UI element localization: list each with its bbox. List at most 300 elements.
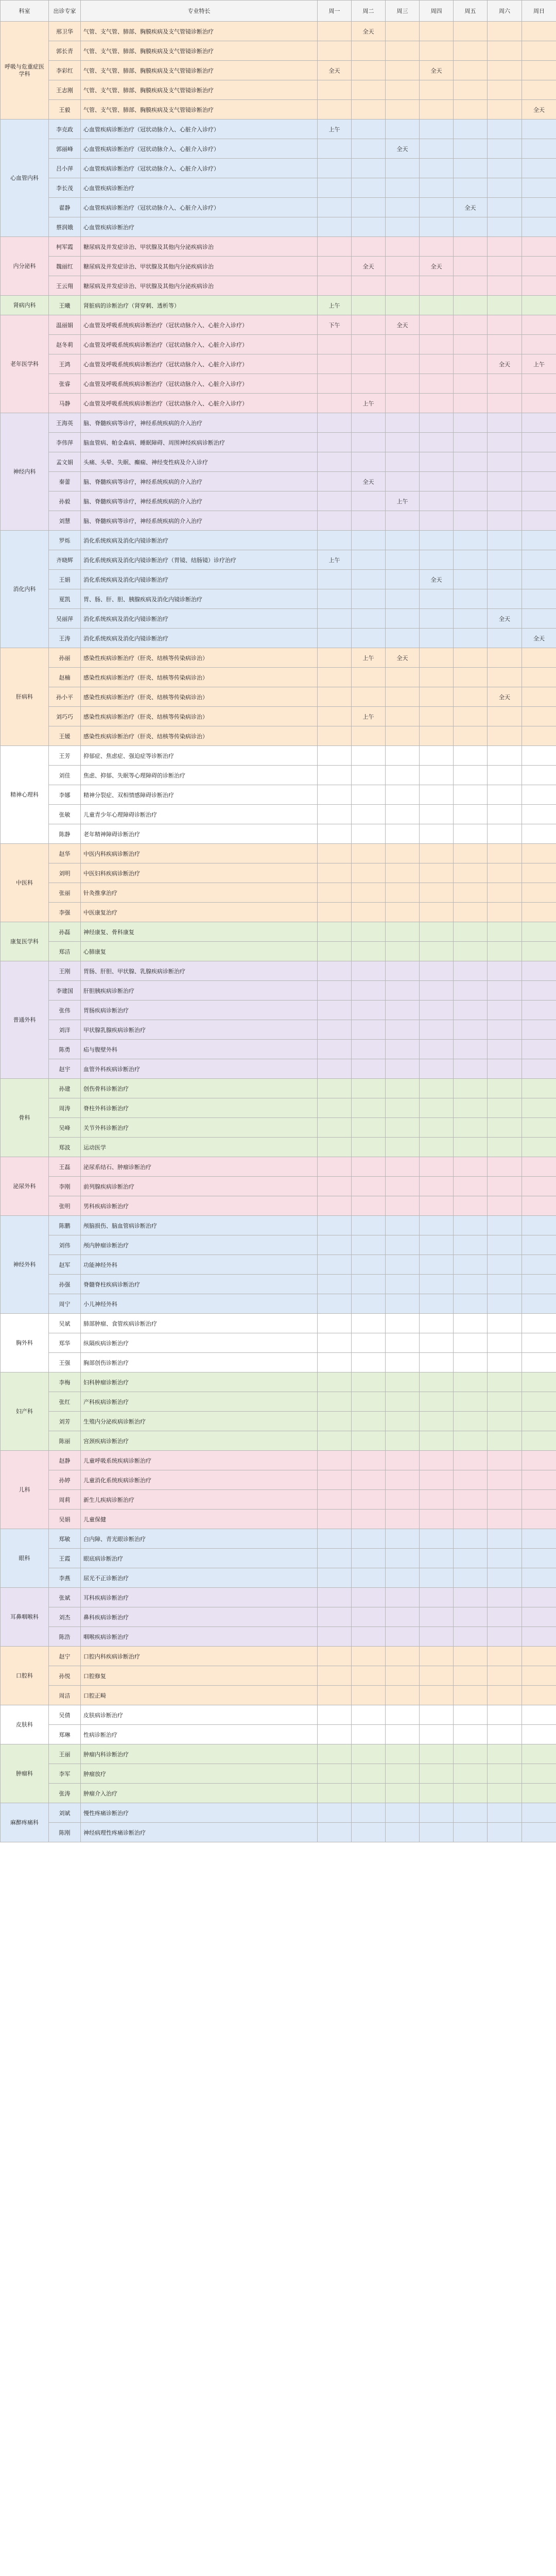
schedule-cell (488, 1490, 522, 1510)
header-thursday: 周四 (420, 1, 454, 22)
schedule-cell (352, 1216, 386, 1235)
specialty-cell: 宫颈疾病诊断治疗 (81, 1431, 318, 1451)
table-row (1, 570, 556, 589)
schedule-cell (522, 903, 556, 922)
schedule-cell (318, 942, 352, 961)
schedule-cell (318, 100, 352, 120)
specialty-cell: 肝胆胰疾病诊断治疗 (81, 981, 318, 1001)
schedule-cell (318, 1627, 352, 1647)
doctor-cell: 李娜 (49, 785, 81, 805)
schedule-cell (454, 707, 488, 726)
schedule-cell (454, 1314, 488, 1333)
schedule-cell (352, 1372, 386, 1392)
schedule-cell (420, 824, 454, 844)
schedule-cell (454, 80, 488, 100)
schedule-cell (488, 1529, 522, 1549)
schedule-cell (386, 1333, 420, 1353)
schedule-cell (420, 1353, 454, 1372)
specialty-cell: 男科疾病诊断治疗 (81, 1196, 318, 1216)
schedule-cell (522, 1627, 556, 1647)
schedule-cell (454, 824, 488, 844)
table-row (1, 1705, 556, 1725)
schedule-cell (488, 1627, 522, 1647)
department-cell: 麻醉疼痛科 (1, 1803, 49, 1842)
schedule-cell: 上午 (318, 550, 352, 570)
specialty-cell: 脑、脊髓疾病等诊疗，神经系统疾病的介入治疗 (81, 511, 318, 531)
specialty-cell: 焦虑、抑郁、失眠等心理障碍的诊断治疗 (81, 766, 318, 785)
schedule-cell (454, 1666, 488, 1686)
schedule-cell (488, 805, 522, 824)
schedule-cell (318, 41, 352, 61)
specialty-cell: 心血管疾病诊断治疗（冠状动脉介入、心脏介入诊疗） (81, 198, 318, 217)
schedule-cell (420, 1020, 454, 1040)
table-row (1, 668, 556, 687)
schedule-cell (352, 276, 386, 296)
schedule-cell (352, 413, 386, 433)
schedule-cell (420, 139, 454, 159)
doctor-cell: 刘斌 (49, 1803, 81, 1823)
table-row (1, 863, 556, 883)
schedule-cell (386, 1157, 420, 1177)
schedule-cell (318, 746, 352, 766)
specialty-cell: 屈光不正诊断治疗 (81, 1568, 318, 1588)
specialty-cell: 儿童呼吸系统疾病诊断治疗 (81, 1451, 318, 1470)
specialty-cell: 产科疾病诊断治疗 (81, 1392, 318, 1412)
doctor-cell: 陈静 (49, 824, 81, 844)
schedule-cell (420, 1040, 454, 1059)
schedule-cell (386, 1177, 420, 1196)
doctor-cell: 李强 (49, 903, 81, 922)
schedule-cell (318, 1020, 352, 1040)
schedule-cell: 全天 (386, 648, 420, 668)
schedule-cell (318, 492, 352, 511)
specialty-cell: 运动医学 (81, 1138, 318, 1157)
specialty-cell: 白内障、青光眼诊断治疗 (81, 1529, 318, 1549)
doctor-cell: 周莉 (49, 1490, 81, 1510)
specialty-cell: 消化系统疾病及消化内镜诊断治疗（胃镜、结肠镜）诊疗治疗 (81, 550, 318, 570)
schedule-cell (352, 1431, 386, 1451)
doctor-cell: 李刚 (49, 1177, 81, 1196)
table-row (1, 276, 556, 296)
specialty-cell: 针灸推拿治疗 (81, 883, 318, 903)
schedule-cell (522, 981, 556, 1001)
schedule-cell (420, 1412, 454, 1431)
schedule-cell (420, 785, 454, 805)
schedule-cell (386, 883, 420, 903)
department-cell: 神经外科 (1, 1216, 49, 1314)
specialty-cell: 中医内科疾病诊断治疗 (81, 844, 318, 863)
schedule-cell (522, 883, 556, 903)
schedule-cell (386, 903, 420, 922)
schedule-cell (420, 41, 454, 61)
table-row (1, 492, 556, 511)
schedule-cell (420, 22, 454, 41)
schedule-cell (386, 276, 420, 296)
schedule-cell (420, 922, 454, 942)
table-row (1, 707, 556, 726)
schedule-cell: 上午 (352, 394, 386, 413)
schedule-cell (318, 178, 352, 198)
schedule-cell (522, 511, 556, 531)
schedule-cell (318, 766, 352, 785)
table-row (1, 1529, 556, 1549)
table-row (1, 1764, 556, 1784)
schedule-cell (352, 1196, 386, 1216)
schedule-cell (386, 1216, 420, 1235)
schedule-cell (522, 668, 556, 687)
schedule-cell (318, 1118, 352, 1138)
schedule-cell (454, 863, 488, 883)
schedule-cell (420, 472, 454, 492)
schedule-cell (352, 883, 386, 903)
schedule-cell (318, 1255, 352, 1275)
schedule-cell (352, 296, 386, 315)
specialty-cell: 感染性疾病诊断治疗（肝炎、结核等传染病诊治） (81, 648, 318, 668)
schedule-cell (420, 550, 454, 570)
doctor-cell: 蔡润娥 (49, 217, 81, 237)
schedule-cell (386, 511, 420, 531)
schedule-cell (318, 883, 352, 903)
department-cell: 普通外科 (1, 961, 49, 1079)
schedule-cell (488, 315, 522, 335)
table-row (1, 1275, 556, 1294)
schedule-cell (318, 374, 352, 394)
table-row (1, 22, 556, 41)
schedule-cell (454, 1138, 488, 1157)
schedule-cell (386, 452, 420, 472)
schedule-cell (318, 1294, 352, 1314)
doctor-cell: 吴峰 (49, 1118, 81, 1138)
schedule-cell (420, 726, 454, 746)
doctor-cell: 王鸿 (49, 354, 81, 374)
department-cell: 眼科 (1, 1529, 49, 1588)
schedule-cell (352, 1607, 386, 1627)
schedule-cell (420, 903, 454, 922)
schedule-cell (386, 41, 420, 61)
schedule-cell (420, 1607, 454, 1627)
schedule-cell (522, 1216, 556, 1235)
schedule-cell (522, 1823, 556, 1842)
schedule-cell (454, 1568, 488, 1588)
schedule-cell (488, 981, 522, 1001)
schedule-cell (352, 315, 386, 335)
specialty-cell: 性病诊断治疗 (81, 1725, 318, 1744)
schedule-cell (488, 276, 522, 296)
department-cell: 呼吸与危重症医学科 (1, 22, 49, 120)
schedule-cell (318, 1177, 352, 1196)
schedule-cell (386, 1725, 420, 1744)
schedule-cell (522, 863, 556, 883)
doctor-cell: 王志刚 (49, 80, 81, 100)
schedule-cell (318, 1079, 352, 1098)
doctor-cell: 李军 (49, 1764, 81, 1784)
schedule-cell (488, 1196, 522, 1216)
schedule-cell (522, 374, 556, 394)
doctor-cell: 王毅 (49, 100, 81, 120)
schedule-cell (318, 257, 352, 276)
schedule-cell: 全天 (420, 257, 454, 276)
schedule-cell (488, 1803, 522, 1823)
schedule-cell (420, 609, 454, 629)
schedule-cell (386, 1549, 420, 1568)
schedule-cell (352, 1451, 386, 1470)
table-row (1, 1784, 556, 1803)
schedule-cell: 全天 (386, 139, 420, 159)
schedule-cell (420, 1490, 454, 1510)
schedule-cell (352, 1059, 386, 1079)
schedule-cell (386, 374, 420, 394)
table-row (1, 805, 556, 824)
schedule-cell (488, 746, 522, 766)
schedule-cell (522, 570, 556, 589)
header-tuesday: 周二 (352, 1, 386, 22)
schedule-cell (318, 1235, 352, 1255)
specialty-cell: 心血管及呼吸系统疾病诊断治疗（冠状动脉介入、心脏介入诊疗） (81, 374, 318, 394)
table-row (1, 335, 556, 354)
schedule-cell (488, 766, 522, 785)
doctor-cell: 陈丽 (49, 1431, 81, 1451)
schedule-cell (454, 766, 488, 785)
schedule-cell (420, 80, 454, 100)
schedule-cell (454, 1118, 488, 1138)
schedule-cell (522, 531, 556, 550)
department-cell: 肾病内科 (1, 296, 49, 315)
schedule-cell (352, 511, 386, 531)
table-row (1, 1255, 556, 1275)
doctor-cell: 赵宇 (49, 1059, 81, 1079)
schedule-cell (420, 1510, 454, 1529)
schedule-cell (318, 1451, 352, 1470)
schedule-cell (454, 276, 488, 296)
schedule-cell (488, 1157, 522, 1177)
doctor-cell: 李彩红 (49, 61, 81, 80)
schedule-cell (454, 433, 488, 452)
schedule-cell (352, 1803, 386, 1823)
schedule-cell (454, 335, 488, 354)
schedule-cell (522, 1705, 556, 1725)
specialty-cell: 消化系统疾病及消化内镜诊断治疗 (81, 570, 318, 589)
doctor-cell: 孙小平 (49, 687, 81, 707)
specialty-cell: 气管、支气管、肺部、胸膜疾病及支气管镜诊断治疗 (81, 22, 318, 41)
schedule-cell (420, 1823, 454, 1842)
doctor-cell: 郑洁 (49, 942, 81, 961)
schedule-cell (454, 1157, 488, 1177)
doctor-cell: 魏丽红 (49, 257, 81, 276)
schedule-cell (352, 237, 386, 257)
specialty-cell: 肿瘤介入治疗 (81, 1784, 318, 1803)
schedule-cell (420, 217, 454, 237)
schedule-cell (522, 766, 556, 785)
schedule-cell (420, 1196, 454, 1216)
table-row (1, 883, 556, 903)
specialty-cell: 精神分裂症、双相情感障碍诊断治疗 (81, 785, 318, 805)
schedule-cell (420, 1431, 454, 1451)
specialty-cell: 妇科肿瘤诊断治疗 (81, 1372, 318, 1392)
schedule-cell (352, 766, 386, 785)
schedule-cell (488, 903, 522, 922)
schedule-cell (352, 961, 386, 981)
schedule-cell (522, 922, 556, 942)
table-row (1, 1196, 556, 1216)
schedule-cell (454, 354, 488, 374)
schedule-cell (386, 1059, 420, 1079)
schedule-cell (420, 531, 454, 550)
schedule-cell (318, 629, 352, 648)
schedule-cell (522, 217, 556, 237)
doctor-cell: 吴倩 (49, 1705, 81, 1725)
schedule-cell: 全天 (386, 315, 420, 335)
schedule-cell (454, 1686, 488, 1705)
schedule-cell (522, 1647, 556, 1666)
specialty-cell: 心血管及呼吸系统疾病诊断治疗（冠状动脉介入、心脏介入诊疗） (81, 394, 318, 413)
schedule-cell (454, 648, 488, 668)
schedule-cell (386, 961, 420, 981)
table-row (1, 61, 556, 80)
specialty-cell: 感染性疾病诊断治疗（肝炎、结核等传染病诊治） (81, 668, 318, 687)
schedule-cell (488, 726, 522, 746)
schedule-cell (522, 1040, 556, 1059)
schedule-cell (352, 726, 386, 746)
schedule-cell (352, 1255, 386, 1275)
schedule-cell (454, 1255, 488, 1275)
table-row (1, 452, 556, 472)
schedule-cell (352, 1157, 386, 1177)
specialty-cell: 胃肠疾病诊断治疗 (81, 1001, 318, 1020)
doctor-cell: 李燕 (49, 1568, 81, 1588)
schedule-cell (420, 394, 454, 413)
schedule-cell (352, 492, 386, 511)
schedule-cell (454, 1744, 488, 1764)
schedule-cell (522, 1020, 556, 1040)
schedule-cell (420, 1275, 454, 1294)
schedule-cell (454, 1764, 488, 1784)
schedule-cell (318, 668, 352, 687)
schedule-cell (454, 1353, 488, 1372)
doctor-cell: 孙悦 (49, 1666, 81, 1686)
doctor-cell: 张丽 (49, 883, 81, 903)
table-row (1, 550, 556, 570)
schedule-cell (318, 1764, 352, 1784)
schedule-cell (318, 1098, 352, 1118)
doctor-cell: 王曦 (49, 296, 81, 315)
schedule-cell (488, 1040, 522, 1059)
doctor-cell: 郭丽峰 (49, 139, 81, 159)
specialty-cell: 中医妇科疾病诊断治疗 (81, 863, 318, 883)
schedule-cell (454, 394, 488, 413)
schedule-cell (454, 726, 488, 746)
schedule-cell (386, 1372, 420, 1392)
schedule-cell (522, 1177, 556, 1196)
doctor-cell: 孙丽 (49, 648, 81, 668)
schedule-cell (488, 844, 522, 863)
table-row (1, 1510, 556, 1529)
doctor-cell: 孙毅 (49, 492, 81, 511)
schedule-cell (318, 1216, 352, 1235)
table-row (1, 922, 556, 942)
schedule-cell (522, 942, 556, 961)
schedule-cell (454, 120, 488, 139)
schedule-cell (352, 844, 386, 863)
schedule-cell (488, 1784, 522, 1803)
table-row (1, 1627, 556, 1647)
schedule-cell (488, 863, 522, 883)
table-row (1, 1470, 556, 1490)
schedule-cell (454, 296, 488, 315)
schedule-cell (454, 1803, 488, 1823)
schedule-cell (318, 198, 352, 217)
specialty-cell: 心血管及呼吸系统疾病诊断治疗（冠状动脉介入、心脏介入诊疗） (81, 354, 318, 374)
schedule-cell (488, 1314, 522, 1333)
specialty-cell: 抑郁症、焦虑症、强迫症等诊断治疗 (81, 746, 318, 766)
specialty-cell: 感染性疾病诊断治疗（肝炎、结核等传染病诊治） (81, 687, 318, 707)
schedule-cell (352, 139, 386, 159)
schedule-cell (488, 1607, 522, 1627)
table-row (1, 1079, 556, 1098)
schedule-cell (318, 1353, 352, 1372)
department-cell: 老年医学科 (1, 315, 49, 413)
schedule-cell (420, 648, 454, 668)
schedule-cell (488, 570, 522, 589)
schedule-cell (488, 1235, 522, 1255)
schedule-cell (454, 942, 488, 961)
schedule-cell (318, 1333, 352, 1353)
schedule-cell (522, 1686, 556, 1705)
schedule-cell (488, 1764, 522, 1784)
department-cell: 口腔科 (1, 1647, 49, 1705)
schedule-cell (352, 61, 386, 80)
schedule-cell (522, 1353, 556, 1372)
doctor-cell: 王娟 (49, 570, 81, 589)
table-row (1, 1157, 556, 1177)
schedule-cell (420, 1157, 454, 1177)
schedule-cell (522, 1803, 556, 1823)
table-row (1, 100, 556, 120)
schedule-cell (522, 1588, 556, 1607)
schedule-cell (522, 1372, 556, 1392)
doctor-cell: 翟静 (49, 198, 81, 217)
schedule-cell (420, 1784, 454, 1803)
schedule-cell (488, 1392, 522, 1412)
schedule-cell (488, 1431, 522, 1451)
schedule-cell (488, 1451, 522, 1470)
schedule-cell (352, 609, 386, 629)
schedule-cell (386, 863, 420, 883)
schedule-cell (522, 1412, 556, 1431)
table-row (1, 296, 556, 315)
schedule-cell (318, 1686, 352, 1705)
schedule-cell (454, 903, 488, 922)
schedule-cell (386, 707, 420, 726)
schedule-cell (488, 217, 522, 237)
header-department: 科室 (1, 1, 49, 22)
schedule-cell (420, 492, 454, 511)
schedule-cell (386, 942, 420, 961)
schedule-cell (522, 824, 556, 844)
schedule-cell (386, 1001, 420, 1020)
schedule-cell (352, 1705, 386, 1725)
doctor-cell: 吴斌 (49, 1314, 81, 1333)
schedule-cell (386, 120, 420, 139)
specialty-cell: 中医康复治疗 (81, 903, 318, 922)
schedule-cell (318, 1725, 352, 1744)
schedule-cell (386, 629, 420, 648)
table-row (1, 120, 556, 139)
schedule-cell (352, 550, 386, 570)
specialty-cell: 肿瘤内科诊断治疗 (81, 1744, 318, 1764)
schedule-cell (420, 413, 454, 433)
schedule-cell (352, 668, 386, 687)
schedule-cell (522, 237, 556, 257)
